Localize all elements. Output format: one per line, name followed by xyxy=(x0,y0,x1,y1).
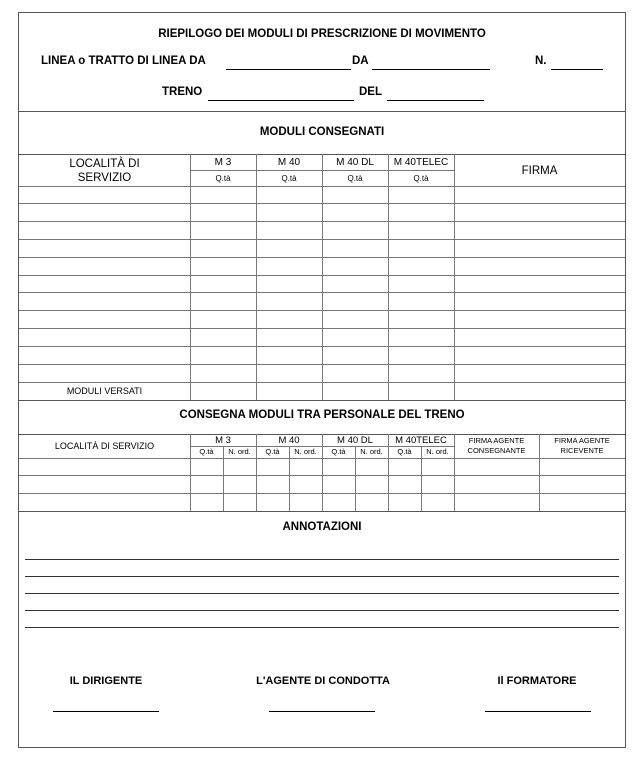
formatore-signature-field[interactable] xyxy=(485,711,591,712)
da-field[interactable] xyxy=(372,69,490,70)
treno-label: TRENO xyxy=(162,86,203,98)
linea-field[interactable] xyxy=(226,69,351,70)
col-m40telec: M 40TELEC xyxy=(393,157,449,168)
sub2-qta: Q.tà xyxy=(265,447,280,456)
localita-header-2: LOCALITÀ DI SERVIZIO xyxy=(54,441,155,451)
dirigente-label: IL DIRIGENTE xyxy=(69,675,143,687)
col2-m3: M 3 xyxy=(215,435,231,446)
annotazioni-title: ANNOTAZIONI xyxy=(282,521,362,533)
col-m40: M 40 xyxy=(277,157,301,168)
linea-label: LINEA o TRATTO DI LINEA DA xyxy=(41,55,206,67)
sub2-nord: N. ord. xyxy=(228,447,251,456)
col2-m40dl: M 40 DL xyxy=(337,435,373,446)
da-label: DA xyxy=(352,55,369,67)
annotation-line[interactable] xyxy=(25,576,619,577)
sub2-qta: Q.tà xyxy=(397,447,412,456)
localita-header: LOCALITÀ DI SERVIZIO xyxy=(69,158,140,184)
sub-qta: Q.tà xyxy=(413,174,429,183)
agente-signature-field[interactable] xyxy=(269,711,375,712)
n-field[interactable] xyxy=(551,69,603,70)
del-label: DEL xyxy=(359,86,382,98)
sub-qta: Q.tà xyxy=(215,174,231,183)
col-m40dl: M 40 DL xyxy=(336,157,374,168)
consegnati-title: MODULI CONSEGNATI xyxy=(259,126,385,138)
annotation-line[interactable] xyxy=(25,593,619,594)
consegna-title: CONSEGNA MODULI TRA PERSONALE DEL TRENO xyxy=(179,409,465,421)
col2-m40telec: M 40TELEC xyxy=(395,435,447,446)
sub2-qta: Q.tà xyxy=(199,447,214,456)
sub2-nord: N. ord. xyxy=(360,447,383,456)
form-sheet xyxy=(18,12,626,748)
sub2-qta: Q.tà xyxy=(331,447,346,456)
dirigente-signature-field[interactable] xyxy=(53,711,159,712)
moduli-versati-label: MODULI VERSATI xyxy=(66,386,143,396)
annotation-line[interactable] xyxy=(25,610,619,611)
n-label: N. xyxy=(535,55,547,67)
annotation-line[interactable] xyxy=(25,559,619,560)
sub2-nord: N. ord. xyxy=(426,447,449,456)
col2-m40: M 40 xyxy=(278,435,300,446)
sub-qta: Q.tà xyxy=(281,174,297,183)
agente-label: L'AGENTE DI CONDOTTA xyxy=(256,675,390,687)
sub-qta: Q.tà xyxy=(347,174,363,183)
formatore-label: Il FORMATORE xyxy=(497,675,577,687)
firma-consegnante-header: FIRMA AGENTE CONSEGNANTE xyxy=(467,436,526,455)
firma-ricevente-header: FIRMA AGENTE RICEVENTE xyxy=(554,436,610,455)
firma-header: FIRMA xyxy=(521,165,558,177)
annotation-line[interactable] xyxy=(25,627,619,628)
col-m3: M 3 xyxy=(214,157,232,168)
form-title: RIEPILOGO DEI MODULI DI PRESCRIZIONE DI MOVIMENTO xyxy=(158,28,486,40)
del-field[interactable] xyxy=(387,100,484,101)
sub2-nord: N. ord. xyxy=(294,447,317,456)
treno-field[interactable] xyxy=(208,100,354,101)
